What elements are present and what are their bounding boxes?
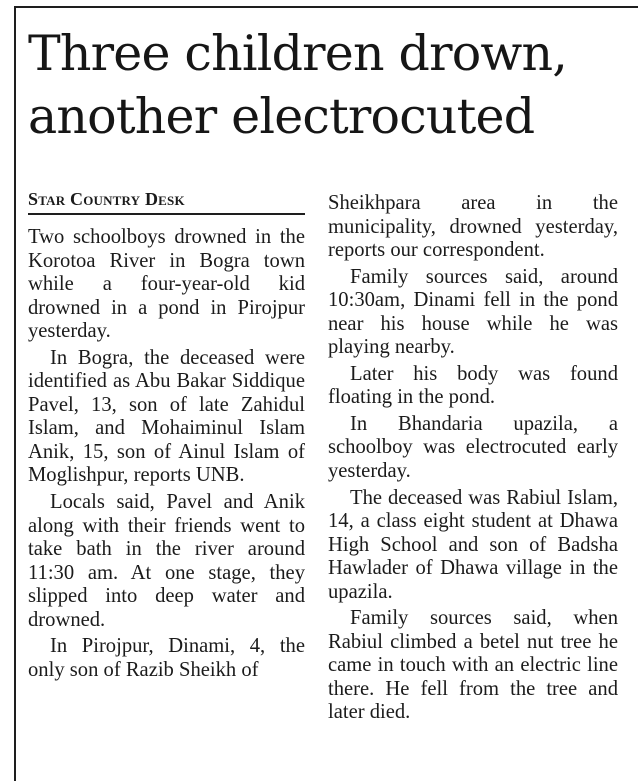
paragraph: In Bhandaria upazila, a schoolboy was electrocuted early yesterday. <box>328 412 618 483</box>
headline: Three children drown, another electrocuted <box>28 25 568 145</box>
paragraph: In Pirojpur, Dinami, 4, the only son of Razib Sheikh of <box>28 635 305 681</box>
paragraph: In Bogra, the deceased were identified as Abu Bakar Siddique Pavel, 13, son of late Zahidul Islam, and Mohaiminul Islam Anik, 15, son of Ainul Islam of Moglishpur, reports UNB. <box>28 346 305 487</box>
paragraph: Family sources said, around 10:30am, Dinami fell in the pond near his house while he was playing nearby. <box>328 265 618 359</box>
paragraph: Two schoolboys drowned in the Korotoa River in Bogra town while a four-year-old kid drowned in a pond in Pirojpur yesterday. <box>28 226 305 343</box>
paragraph: Later his body was found floating in the pond. <box>328 362 618 409</box>
paragraph: The deceased was Rabiul Islam, 14, a class eight student at Dhawa High School and son of Badsha Hawlader of Dhawa village in the upazila. <box>328 486 618 603</box>
paragraph: Sheikhpara area in the municipality, drowned yesterday, reports our correspondent. <box>328 192 618 262</box>
byline: Star Country Desk <box>28 189 185 209</box>
paragraph: Locals said, Pavel and Anik along with their friends went to take bath in the river around 11:30 am. At one stage, they slipped into deep water and drowned. <box>28 491 305 631</box>
column-left <box>28 188 305 682</box>
left-border <box>14 6 16 781</box>
top-border <box>14 6 638 8</box>
column-right <box>328 192 618 725</box>
byline-rule <box>28 213 305 215</box>
paragraph: Family sources said, when Rabiul climbed a betel nut tree he came in touch with an electric line there. He fell from the tree and later died. <box>328 607 618 724</box>
